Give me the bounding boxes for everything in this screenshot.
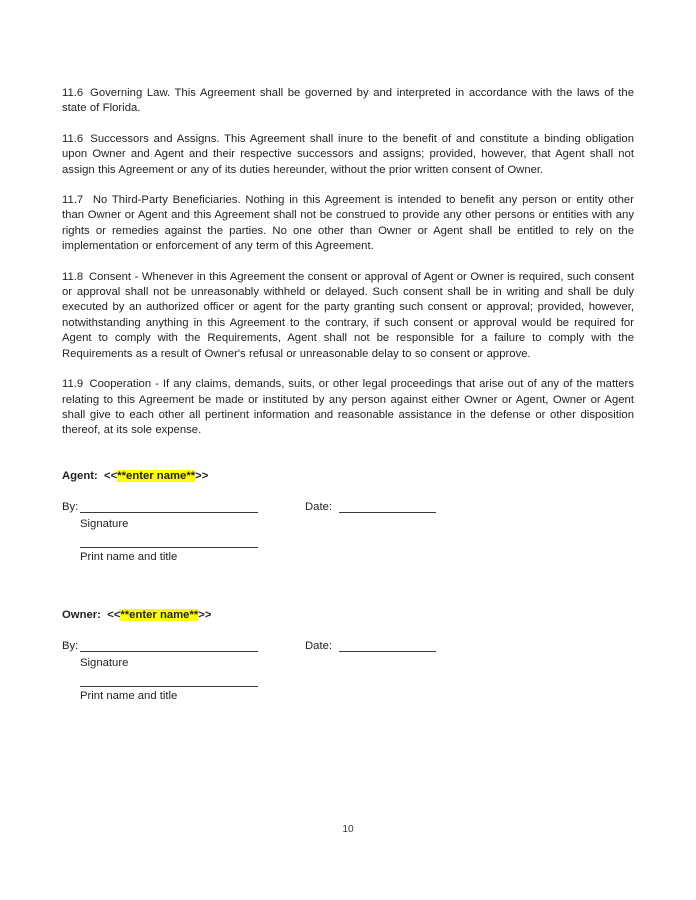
paragraph-text: No Third-Party Beneficiaries. Nothing in this Agreement is intended to benefit any person or entity other than Owner or Agent and this Agreement shall not be construed to provide any other persons or entities with any rights or remedies against the parties. No one other than Owner or Agent shall be entitled to rely on the implementation or enforcement of any term of this Agreement. — [62, 194, 634, 253]
paragraph-number: 11.6 — [62, 87, 84, 99]
owner-print-name-caption: Print name and title — [80, 689, 178, 702]
signature-block-owner — [62, 608, 634, 704]
owner-party-label-end: >> — [198, 609, 212, 621]
paragraph-11-6-governing-law — [62, 86, 634, 117]
agent-name-placeholder[interactable]: **enter name** — [117, 470, 196, 482]
signature-block-agent — [62, 469, 634, 565]
owner-name-placeholder[interactable]: **enter name** — [120, 609, 199, 621]
owner-by-row — [62, 639, 634, 655]
paragraph-11-8-consent — [62, 270, 634, 362]
owner-signature-caption: Signature — [80, 657, 129, 670]
paragraph-text: Cooperation - If any claims, demands, suits, or other legal proceedings that arise out of any of the matters relating to this Agreement be made or instituted by any person against either Owner or Agent, Owner or Agent shall give to each other all pertinent information and reasonable assistance in the defense or other disposition thereof, at its sole expense. — [62, 378, 634, 437]
agent-party-label: Agent: << — [62, 470, 118, 482]
paragraph-number: 11.8 — [62, 270, 84, 283]
agent-print-name-caption: Print name and title — [80, 550, 178, 563]
owner-print-name-line[interactable] — [80, 686, 258, 687]
owner-date-label: Date: — [305, 640, 336, 653]
paragraph-gap — [83, 194, 93, 206]
agent-date-line[interactable] — [339, 512, 436, 513]
document-body — [62, 86, 634, 439]
agent-signature-line[interactable] — [80, 512, 258, 513]
page-number: 10 — [342, 824, 354, 835]
agent-by-row — [62, 500, 634, 516]
owner-party-line — [62, 608, 634, 623]
paragraph-11-6-successors-and-assigns — [62, 132, 634, 178]
owner-signature-line[interactable] — [80, 651, 258, 652]
owner-by-label: By: — [62, 640, 82, 653]
agent-party-label-end: >> — [195, 470, 209, 482]
owner-party-label: Owner: << — [62, 609, 121, 621]
agent-print-name-line[interactable] — [80, 547, 258, 548]
agent-date-label: Date: — [305, 501, 336, 514]
agent-by-label: By: — [62, 501, 82, 514]
paragraph-11-9-cooperation — [62, 377, 634, 439]
paragraph-11-7-no-third-party-beneficiaries — [62, 193, 634, 255]
paragraph-number: 11.7 — [62, 194, 84, 207]
agent-signature-caption: Signature — [80, 518, 129, 531]
paragraph-number: 11.9 — [62, 378, 84, 391]
owner-date-line[interactable] — [339, 651, 436, 652]
paragraph-number: 11.6 — [62, 132, 84, 145]
paragraph-text: Consent - Whenever in this Agreement the consent or approval of Agent or Owner is required, such consent or approval shall not be unreasonably withheld or delayed. Such consent shall be in writing and shall be duly executed by an authorized officer or agent for the party granting such consent or approval; provided, however, notwithstanding anything in this Agreement to the contrary, if such consent or approval would be required for Agent to comply with the Requirements, Agent shall not be responsible for a failure to comply with the Requirements as a result of Owner's refusal or unreasonable delay to so consent or approve. — [62, 270, 634, 360]
agent-party-line — [62, 469, 634, 484]
paragraph-text: Governing Law. This Agreement shall be governed by and interpreted in accordance with the laws of the state of Florida. — [62, 87, 634, 115]
paragraph-text: Successors and Assigns. This Agreement shall inure to the benefit of and constitute a binding obligation upon Owner and Agent and their respective successors and assigns; provided, however, that Agent shall not assign this Agreement or any of its duties hereunder, without the prior written consent of Owner. — [62, 132, 634, 176]
